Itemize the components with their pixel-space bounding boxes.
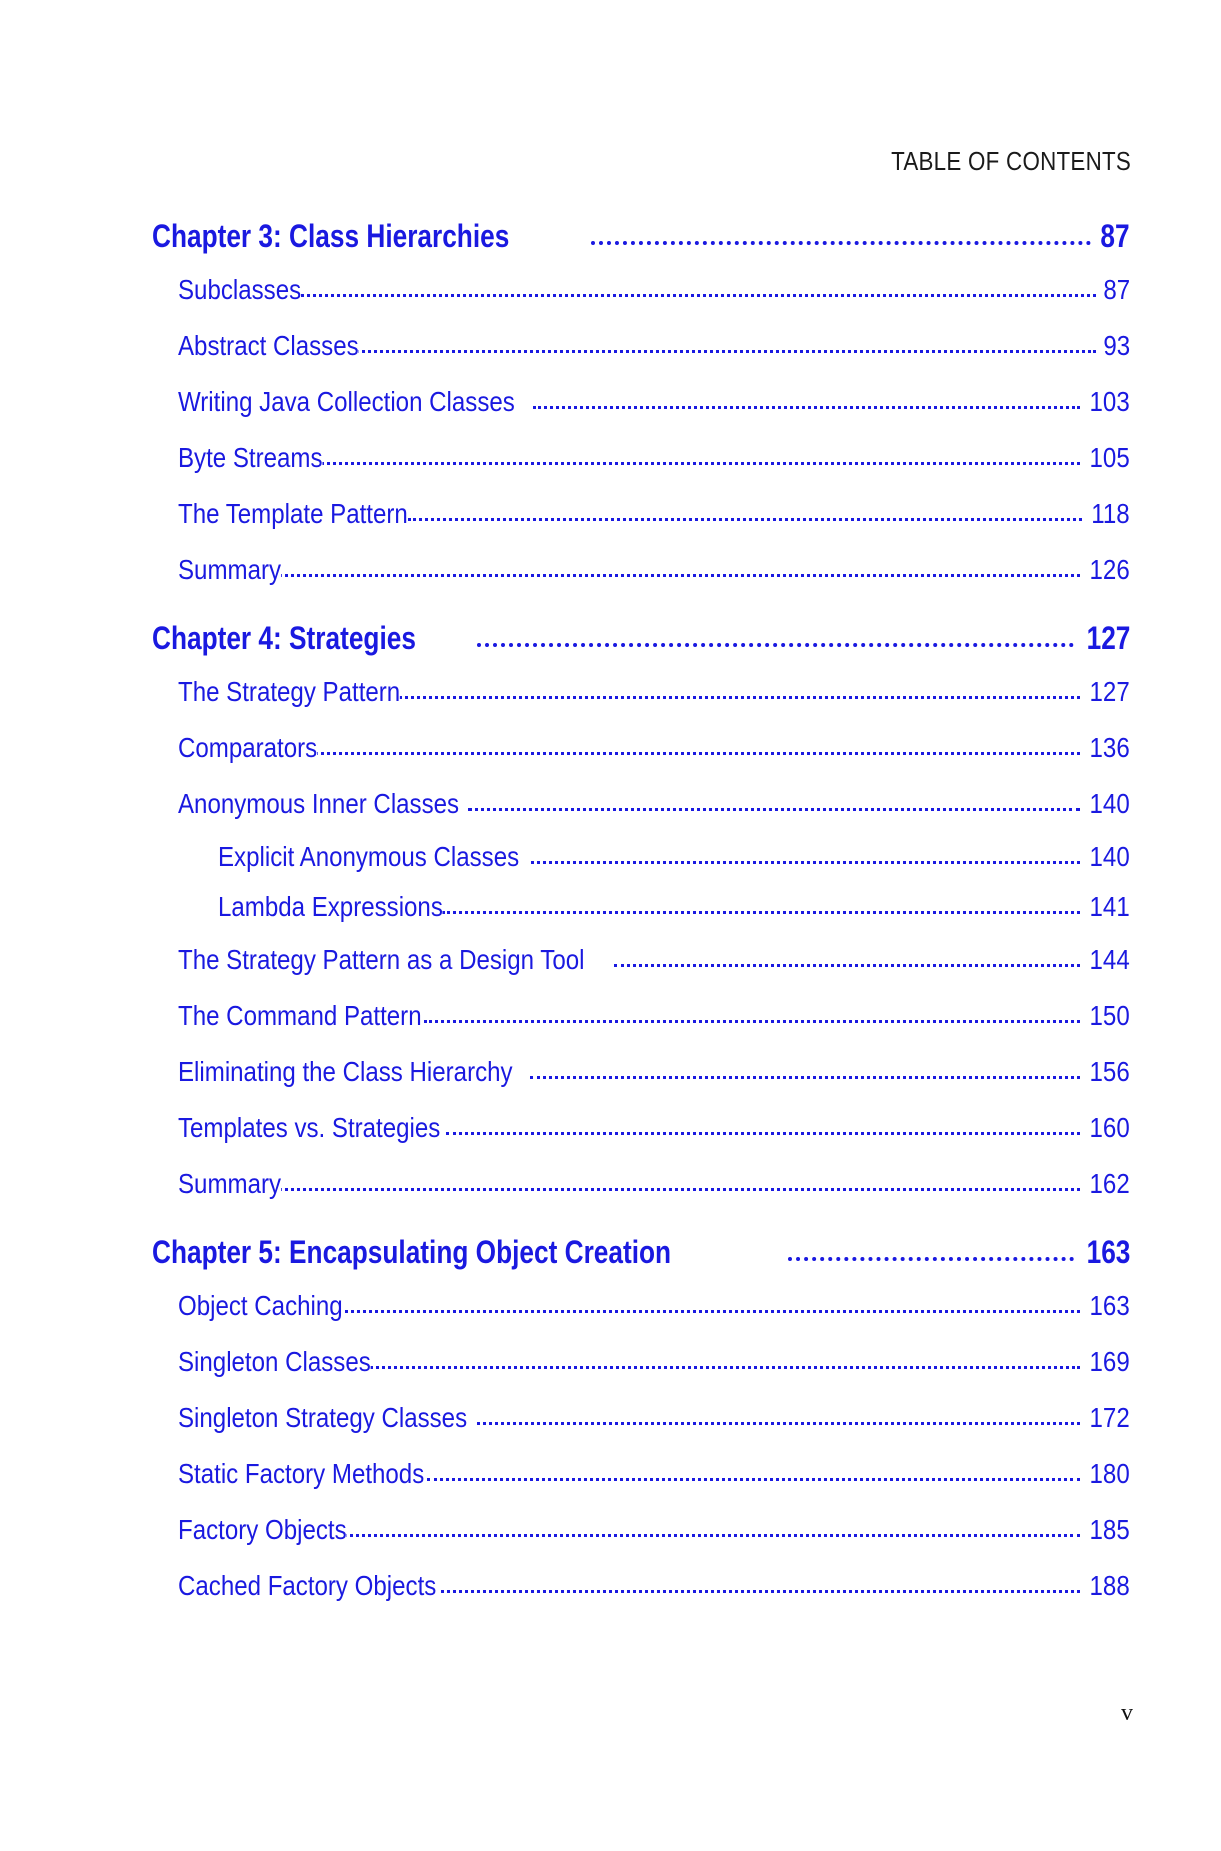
dot-leader [530, 1076, 1080, 1079]
toc-entry-title: The Strategy Pattern [178, 664, 400, 720]
dot-leader [441, 1590, 1080, 1593]
toc-entry-title: Subclasses [178, 262, 301, 318]
toc-section-link[interactable] [178, 262, 1130, 318]
toc-section-link[interactable] [178, 318, 1130, 374]
toc-entry-page-number: 150 [1090, 988, 1130, 1044]
toc-section-link[interactable] [178, 374, 1130, 430]
toc-entry-title: Cached Factory Objects [178, 1558, 436, 1614]
toc-entry-title: Templates vs. Strategies [178, 1100, 440, 1156]
toc-entry-page-number: 140 [1090, 832, 1130, 882]
dot-leader [468, 808, 1080, 811]
toc-entry-page-number: 169 [1090, 1334, 1130, 1390]
dot-leader [303, 752, 1080, 755]
toc-entry-page-number: 105 [1090, 430, 1130, 486]
dot-leader [408, 518, 1082, 521]
dot-leader [399, 696, 1080, 699]
toc-section-link[interactable] [178, 1446, 1130, 1502]
toc-entry-page-number: 144 [1090, 932, 1130, 988]
dot-leader [591, 241, 1092, 245]
toc-entry-page-number: 156 [1090, 1044, 1130, 1100]
toc-entry-page-number: 163 [1090, 1278, 1130, 1334]
toc-chapter-link[interactable] [152, 210, 1130, 262]
toc-section-link[interactable] [178, 932, 1130, 988]
toc-entry-title: The Command Pattern [178, 988, 422, 1044]
toc-entry-title: Byte Streams [178, 430, 323, 486]
toc-section-link[interactable] [178, 1278, 1130, 1334]
toc-entry-page-number: 126 [1090, 542, 1130, 598]
toc-entry-page-number: 118 [1092, 486, 1130, 542]
toc-entry-title: Eliminating the Class Hierarchy [178, 1044, 513, 1100]
toc-entry-title: Lambda Expressions [218, 882, 443, 932]
toc-entry-page-number: 180 [1090, 1446, 1130, 1502]
toc-entry-page-number: 127 [1090, 664, 1130, 720]
toc-entry-title: Chapter 5: Encapsulating Object Creation [152, 1226, 671, 1278]
toc-entry-title: Writing Java Collection Classes [178, 374, 515, 430]
toc-entry-title: Abstract Classes [178, 318, 359, 374]
dot-leader [332, 1310, 1080, 1313]
dot-leader [309, 462, 1080, 465]
toc-entry-page-number: 136 [1090, 720, 1130, 776]
dot-leader [531, 861, 1080, 864]
toc-entry-title: Singleton Classes [178, 1334, 371, 1390]
toc-entry-page-number: 141 [1090, 882, 1130, 932]
toc-section-link[interactable] [178, 430, 1130, 486]
dot-leader [337, 1534, 1080, 1537]
dot-leader [442, 911, 1080, 914]
toc-entry-title: Explicit Anonymous Classes [218, 832, 519, 882]
dot-leader [533, 406, 1081, 409]
toc-section-link[interactable] [178, 1044, 1130, 1100]
toc-section-link[interactable] [178, 1390, 1130, 1446]
running-head: TABLE OF CONTENTS [890, 146, 1131, 176]
dot-leader [424, 1020, 1080, 1023]
toc-chapter-link[interactable] [152, 1226, 1130, 1278]
toc-section-link[interactable] [178, 776, 1130, 832]
toc-entry-page-number: 140 [1090, 776, 1130, 832]
toc-chapter-link[interactable] [152, 612, 1130, 664]
dot-leader [477, 643, 1074, 647]
toc-section-link[interactable] [178, 1100, 1130, 1156]
table-of-contents [152, 210, 1130, 1614]
toc-entry-page-number: 163 [1086, 1226, 1130, 1278]
toc-entry-title: Factory Objects [178, 1502, 347, 1558]
toc-entry-title: Chapter 4: Strategies [152, 612, 416, 664]
toc-entry-title: Summary [178, 542, 281, 598]
toc-subsection-link[interactable] [218, 832, 1130, 882]
toc-section-link[interactable] [178, 720, 1130, 776]
toc-entry-title: Static Factory Methods [178, 1446, 424, 1502]
dot-leader [788, 1257, 1074, 1261]
toc-entry-page-number: 185 [1090, 1502, 1130, 1558]
toc-entry-page-number: 127 [1086, 612, 1130, 664]
toc-entry-page-number: 160 [1090, 1100, 1130, 1156]
toc-section-link[interactable] [178, 1334, 1130, 1390]
dot-leader [614, 964, 1081, 967]
toc-entry-page-number: 162 [1090, 1156, 1130, 1212]
toc-entry-page-number: 87 [1101, 210, 1130, 262]
toc-entry-title: The Strategy Pattern as a Design Tool [178, 932, 584, 988]
toc-entry-title: Comparators [178, 720, 317, 776]
toc-entry-page-number: 103 [1090, 374, 1130, 430]
dot-leader [261, 1188, 1080, 1191]
toc-entry-title: The Template Pattern [178, 486, 408, 542]
toc-section-link[interactable] [178, 664, 1130, 720]
toc-entry-page-number: 188 [1090, 1558, 1130, 1614]
toc-entry-page-number: 172 [1090, 1390, 1130, 1446]
toc-section-link[interactable] [178, 988, 1130, 1044]
toc-entry-title: Anonymous Inner Classes [178, 776, 459, 832]
toc-section-link[interactable] [178, 1156, 1130, 1212]
toc-entry-title: Singleton Strategy Classes [178, 1390, 467, 1446]
toc-section-link[interactable] [178, 1502, 1130, 1558]
dot-leader [427, 1478, 1080, 1481]
toc-entry-title: Object Caching [178, 1278, 343, 1334]
toc-entry-page-number: 87 [1103, 262, 1130, 318]
toc-entry-title: Summary [178, 1156, 281, 1212]
toc-subsection-link[interactable] [218, 882, 1130, 932]
toc-entry-page-number: 93 [1103, 318, 1130, 374]
dot-leader [351, 350, 1096, 353]
dot-leader [446, 1132, 1080, 1135]
toc-section-link[interactable] [178, 1558, 1130, 1614]
toc-entry-title: Chapter 3: Class Hierarchies [152, 210, 509, 262]
toc-section-link[interactable] [178, 542, 1130, 598]
dot-leader [477, 1422, 1080, 1425]
dot-leader [284, 294, 1096, 297]
dot-leader [365, 1366, 1080, 1369]
page-number: v [1121, 1700, 1133, 1726]
dot-leader [261, 574, 1080, 577]
toc-section-link[interactable] [178, 486, 1130, 542]
